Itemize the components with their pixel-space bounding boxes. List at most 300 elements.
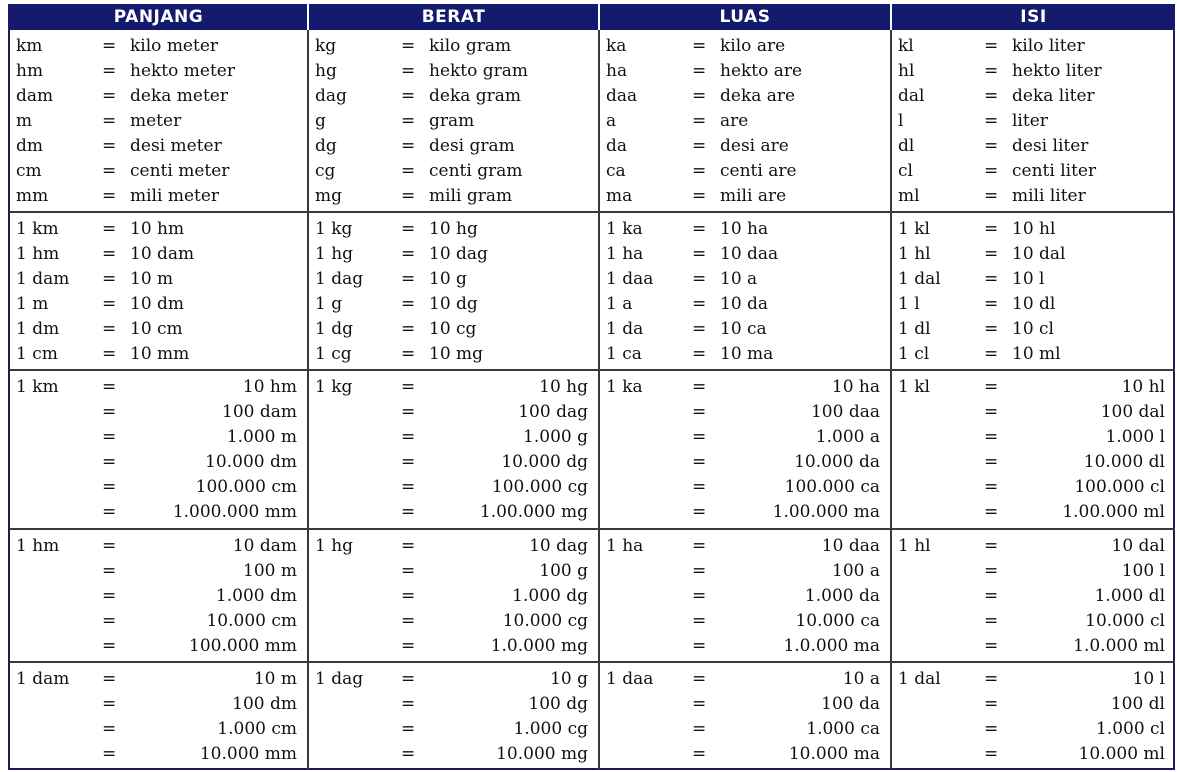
equals-sign: =	[102, 344, 117, 364]
equals-sign: =	[401, 502, 416, 522]
equals-sign: =	[102, 477, 117, 497]
equals-sign: =	[984, 269, 999, 289]
unit-name: mili meter	[130, 186, 220, 206]
equals-sign: =	[984, 477, 999, 497]
unit-to: 10 ha	[720, 219, 769, 239]
table-row	[600, 584, 890, 609]
table-row	[600, 475, 890, 500]
table-row	[892, 692, 1175, 717]
equals-sign: =	[401, 244, 416, 264]
unit-value: 10.000 ml	[1078, 744, 1165, 764]
table-row	[892, 34, 1175, 59]
unit-to: 10 ca	[720, 319, 767, 339]
unit-abbr: dag	[315, 86, 347, 106]
unit-value: 1.000 da	[804, 586, 880, 606]
equals-sign: =	[692, 694, 707, 714]
table-row	[600, 34, 890, 59]
table-row	[309, 375, 598, 400]
unit-from: 1 daa	[606, 669, 654, 689]
equals-sign: =	[984, 136, 999, 156]
unit-from: 1 km	[16, 377, 59, 397]
header-berat: BERAT	[307, 4, 598, 30]
equals-sign: =	[984, 402, 999, 422]
unit-abbr: mg	[315, 186, 343, 206]
unit-value: 100 m	[243, 561, 297, 581]
table-row	[309, 534, 598, 559]
table-row	[10, 450, 307, 475]
table-row	[10, 559, 307, 584]
table-row	[892, 375, 1175, 400]
unit-abbr: cm	[16, 161, 42, 181]
unit-abbr: ma	[606, 186, 633, 206]
table-row	[309, 134, 598, 159]
unit-name: desi gram	[429, 136, 515, 156]
equals-sign: =	[102, 452, 117, 472]
table-row	[600, 425, 890, 450]
table-row	[600, 400, 890, 425]
equals-sign: =	[692, 219, 707, 239]
table-row	[600, 267, 890, 292]
unit-name: liter	[1012, 111, 1048, 131]
table-row	[309, 667, 598, 692]
equals-sign: =	[102, 319, 117, 339]
table-row	[309, 84, 598, 109]
equals-sign: =	[984, 344, 999, 364]
unit-value: 100.000 ca	[784, 477, 880, 497]
unit-to: 10 hm	[130, 219, 185, 239]
column-luas	[598, 213, 890, 369]
unit-value: 100 a	[832, 561, 880, 581]
unit-abbr: km	[16, 36, 43, 56]
equals-sign: =	[984, 294, 999, 314]
equals-sign: =	[984, 36, 999, 56]
unit-value: 100.000 cg	[491, 477, 588, 497]
equals-sign: =	[102, 36, 117, 56]
equals-sign: =	[102, 86, 117, 106]
equals-sign: =	[401, 86, 416, 106]
table-row	[10, 534, 307, 559]
unit-value: 100 dam	[222, 402, 297, 422]
unit-abbr: cl	[898, 161, 913, 181]
unit-abbr: hl	[898, 61, 915, 81]
column-panjang	[10, 213, 307, 369]
table-row	[10, 109, 307, 134]
table-row	[309, 317, 598, 342]
unit-from: 1 cg	[315, 344, 352, 364]
equals-sign: =	[102, 111, 117, 131]
unit-value: 1.00.000 ml	[1062, 502, 1165, 522]
equals-sign: =	[984, 111, 999, 131]
unit-value: 10 g	[550, 669, 588, 689]
table-row	[600, 134, 890, 159]
table-row	[309, 59, 598, 84]
equals-sign: =	[984, 219, 999, 239]
table-row	[309, 400, 598, 425]
unit-from: 1 a	[606, 294, 633, 314]
equals-sign: =	[984, 161, 999, 181]
unit-from: 1 dag	[315, 269, 364, 289]
unit-name: are	[720, 111, 749, 131]
unit-value: 10 hg	[539, 377, 588, 397]
equals-sign: =	[401, 111, 416, 131]
unit-value: 1.000.000 mm	[172, 502, 297, 522]
unit-value: 1.000 dm	[215, 586, 297, 606]
unit-from: 1 ka	[606, 219, 643, 239]
band-step-conversions	[10, 213, 1175, 371]
unit-from: 1 dam	[16, 669, 70, 689]
unit-from: 1 kg	[315, 219, 353, 239]
column-luas	[598, 530, 890, 661]
table-row	[600, 559, 890, 584]
unit-from: 1 dm	[16, 319, 60, 339]
equals-sign: =	[102, 269, 117, 289]
table-row	[892, 584, 1175, 609]
unit-abbr: g	[315, 111, 326, 131]
equals-sign: =	[984, 636, 999, 656]
unit-from: 1 ca	[606, 344, 642, 364]
column-panjang	[10, 530, 307, 661]
unit-value: 10.000 dg	[501, 452, 588, 472]
equals-sign: =	[984, 502, 999, 522]
unit-value: 1.0.000 ml	[1073, 636, 1165, 656]
unit-name: kilo meter	[130, 36, 219, 56]
header-isi: ISI	[890, 4, 1175, 30]
table-row	[600, 184, 890, 209]
equals-sign: =	[984, 694, 999, 714]
table-row	[892, 609, 1175, 634]
table-row	[309, 292, 598, 317]
equals-sign: =	[692, 161, 707, 181]
table-row	[892, 84, 1175, 109]
unit-to: 10 dam	[130, 244, 195, 264]
unit-value: 10.000 da	[794, 452, 880, 472]
unit-value: 10 l	[1132, 669, 1165, 689]
equals-sign: =	[401, 319, 416, 339]
unit-abbr: ca	[606, 161, 626, 181]
table-row	[892, 59, 1175, 84]
unit-name: hekto are	[720, 61, 803, 81]
equals-sign: =	[692, 61, 707, 81]
column-luas	[598, 371, 890, 528]
unit-value: 10.000 cm	[206, 611, 297, 631]
table-row	[600, 692, 890, 717]
equals-sign: =	[401, 586, 416, 606]
table-row	[600, 667, 890, 692]
equals-sign: =	[401, 636, 416, 656]
table-row	[309, 342, 598, 367]
unit-from: 1 hg	[315, 536, 354, 556]
unit-abbr: dal	[898, 86, 925, 106]
table-row	[309, 559, 598, 584]
unit-value: 1.000 g	[523, 427, 588, 447]
equals-sign: =	[692, 586, 707, 606]
equals-sign: =	[984, 586, 999, 606]
unit-to: 10 ml	[1012, 344, 1061, 364]
equals-sign: =	[984, 186, 999, 206]
unit-value: 100.000 cm	[195, 477, 297, 497]
unit-from: 1 hm	[16, 536, 60, 556]
table-row	[892, 342, 1175, 367]
unit-name: gram	[429, 111, 475, 131]
equals-sign: =	[102, 536, 117, 556]
unit-value: 10 m	[253, 669, 297, 689]
table-row	[600, 59, 890, 84]
unit-name: mili are	[720, 186, 787, 206]
table-row	[309, 425, 598, 450]
unit-from: 1 hl	[898, 244, 931, 264]
equals-sign: =	[102, 719, 117, 739]
unit-to: 10 daa	[720, 244, 779, 264]
table-row	[10, 267, 307, 292]
unit-name: meter	[130, 111, 182, 131]
table-row	[892, 267, 1175, 292]
table-row	[10, 667, 307, 692]
table-row	[892, 425, 1175, 450]
unit-from: 1 kl	[898, 219, 930, 239]
table-row	[892, 500, 1175, 525]
equals-sign: =	[984, 377, 999, 397]
table-row	[309, 184, 598, 209]
equals-sign: =	[102, 611, 117, 631]
table-row	[309, 159, 598, 184]
unit-name: centi gram	[429, 161, 523, 181]
equals-sign: =	[102, 561, 117, 581]
unit-abbr: kg	[315, 36, 337, 56]
column-berat	[307, 663, 598, 769]
unit-to: 10 ma	[720, 344, 774, 364]
table-row	[600, 717, 890, 742]
equals-sign: =	[401, 402, 416, 422]
unit-from: 1 dal	[898, 269, 941, 289]
equals-sign: =	[401, 269, 416, 289]
table-row	[600, 609, 890, 634]
table-row	[892, 159, 1175, 184]
equals-sign: =	[984, 719, 999, 739]
equals-sign: =	[984, 244, 999, 264]
band-unit-names	[10, 30, 1175, 213]
table-row	[309, 609, 598, 634]
unit-value: 1.000 m	[226, 427, 297, 447]
equals-sign: =	[692, 319, 707, 339]
unit-to: 10 mm	[130, 344, 190, 364]
unit-to: 10 l	[1012, 269, 1045, 289]
equals-sign: =	[102, 161, 117, 181]
equals-sign: =	[984, 452, 999, 472]
unit-abbr: ha	[606, 61, 628, 81]
equals-sign: =	[401, 536, 416, 556]
equals-sign: =	[692, 344, 707, 364]
table-row	[600, 84, 890, 109]
equals-sign: =	[692, 86, 707, 106]
unit-to: 10 cl	[1012, 319, 1054, 339]
table-row	[10, 742, 307, 767]
equals-sign: =	[692, 502, 707, 522]
unit-abbr: hg	[315, 61, 337, 81]
unit-to: 10 cg	[429, 319, 477, 339]
table-row	[600, 534, 890, 559]
table-row	[600, 342, 890, 367]
table-row	[892, 534, 1175, 559]
equals-sign: =	[102, 61, 117, 81]
header-panjang: PANJANG	[10, 4, 307, 30]
unit-value: 1.000 cl	[1095, 719, 1165, 739]
column-isi	[890, 213, 1175, 369]
column-panjang	[10, 30, 307, 211]
equals-sign: =	[692, 744, 707, 764]
unit-value: 100 g	[539, 561, 588, 581]
equals-sign: =	[102, 186, 117, 206]
table-row	[309, 267, 598, 292]
unit-value: 1.0.000 ma	[783, 636, 880, 656]
unit-abbr: dam	[16, 86, 54, 106]
table-row	[892, 475, 1175, 500]
equals-sign: =	[102, 669, 117, 689]
equals-sign: =	[102, 294, 117, 314]
column-panjang	[10, 371, 307, 528]
header-luas: LUAS	[598, 4, 890, 30]
equals-sign: =	[984, 611, 999, 631]
table-row	[309, 475, 598, 500]
unit-value: 100 dg	[528, 694, 588, 714]
table-row	[10, 159, 307, 184]
equals-sign: =	[401, 611, 416, 631]
equals-sign: =	[984, 536, 999, 556]
unit-value: 10 dam	[232, 536, 297, 556]
equals-sign: =	[102, 219, 117, 239]
unit-from: 1 kl	[898, 377, 930, 397]
equals-sign: =	[401, 669, 416, 689]
unit-abbr: ml	[898, 186, 920, 206]
table-body	[10, 30, 1175, 769]
unit-from: 1 km	[16, 219, 59, 239]
unit-from: 1 da	[606, 319, 644, 339]
unit-to: 10 dag	[429, 244, 488, 264]
column-isi	[890, 371, 1175, 528]
unit-value: 10.000 mm	[199, 744, 297, 764]
equals-sign: =	[102, 694, 117, 714]
table-row	[309, 217, 598, 242]
equals-sign: =	[102, 502, 117, 522]
equals-sign: =	[401, 427, 416, 447]
unit-value: 100 l	[1121, 561, 1165, 581]
table-row	[309, 500, 598, 525]
unit-value: 1.000 cg	[513, 719, 588, 739]
equals-sign: =	[401, 36, 416, 56]
equals-sign: =	[692, 536, 707, 556]
table-row	[10, 425, 307, 450]
table-row	[10, 134, 307, 159]
table-row	[600, 217, 890, 242]
unit-name: hekto meter	[130, 61, 235, 81]
table-row	[309, 717, 598, 742]
table-row	[600, 242, 890, 267]
unit-value: 1.000 a	[815, 427, 880, 447]
equals-sign: =	[401, 477, 416, 497]
unit-from: 1 ka	[606, 377, 643, 397]
unit-to: 10 mg	[429, 344, 484, 364]
equals-sign: =	[401, 186, 416, 206]
equals-sign: =	[401, 561, 416, 581]
unit-abbr: cg	[315, 161, 336, 181]
column-isi	[890, 30, 1175, 211]
unit-value: 10.000 ca	[795, 611, 880, 631]
unit-to: 10 dm	[130, 294, 185, 314]
equals-sign: =	[102, 402, 117, 422]
unit-name: deka meter	[130, 86, 228, 106]
unit-value: 100 dl	[1110, 694, 1165, 714]
equals-sign: =	[692, 452, 707, 472]
equals-sign: =	[984, 427, 999, 447]
column-luas	[598, 663, 890, 769]
unit-value: 10 a	[842, 669, 880, 689]
table-row	[600, 292, 890, 317]
table-row	[10, 59, 307, 84]
unit-name: mili gram	[429, 186, 513, 206]
table-row	[600, 742, 890, 767]
equals-sign: =	[401, 161, 416, 181]
table-row	[309, 450, 598, 475]
equals-sign: =	[401, 694, 416, 714]
unit-value: 100 dm	[232, 694, 297, 714]
unit-from: 1 kg	[315, 377, 353, 397]
unit-value: 100.000 mm	[189, 636, 297, 656]
column-berat	[307, 30, 598, 211]
equals-sign: =	[102, 744, 117, 764]
unit-abbr: mm	[16, 186, 49, 206]
conversion-table	[8, 4, 1175, 770]
table-row	[10, 634, 307, 659]
table-row	[892, 559, 1175, 584]
table-row	[892, 717, 1175, 742]
equals-sign: =	[692, 244, 707, 264]
table-row	[309, 34, 598, 59]
equals-sign: =	[692, 136, 707, 156]
table-row	[309, 692, 598, 717]
equals-sign: =	[984, 319, 999, 339]
unit-to: 10 dl	[1012, 294, 1056, 314]
unit-abbr: kl	[898, 36, 914, 56]
unit-from: 1 cl	[898, 344, 930, 364]
equals-sign: =	[102, 427, 117, 447]
unit-name: kilo gram	[429, 36, 512, 56]
equals-sign: =	[692, 636, 707, 656]
unit-name: desi are	[720, 136, 789, 156]
column-berat	[307, 530, 598, 661]
table-row	[10, 375, 307, 400]
unit-value: 10.000 cl	[1085, 611, 1165, 631]
equals-sign: =	[401, 61, 416, 81]
table-row	[600, 317, 890, 342]
table-row	[10, 500, 307, 525]
unit-name: centi meter	[130, 161, 230, 181]
unit-name: centi liter	[1012, 161, 1097, 181]
unit-to: 10 a	[720, 269, 758, 289]
equals-sign: =	[984, 61, 999, 81]
unit-value: 10 hm	[242, 377, 297, 397]
table-row	[10, 717, 307, 742]
equals-sign: =	[401, 136, 416, 156]
table-row	[892, 109, 1175, 134]
table-row	[309, 242, 598, 267]
equals-sign: =	[401, 377, 416, 397]
table-row	[309, 634, 598, 659]
unit-abbr: dl	[898, 136, 915, 156]
band-expanded-3	[10, 663, 1175, 769]
equals-sign: =	[692, 427, 707, 447]
unit-to: 10 g	[429, 269, 467, 289]
unit-to: 10 dg	[429, 294, 478, 314]
unit-from: 1 dl	[898, 319, 931, 339]
